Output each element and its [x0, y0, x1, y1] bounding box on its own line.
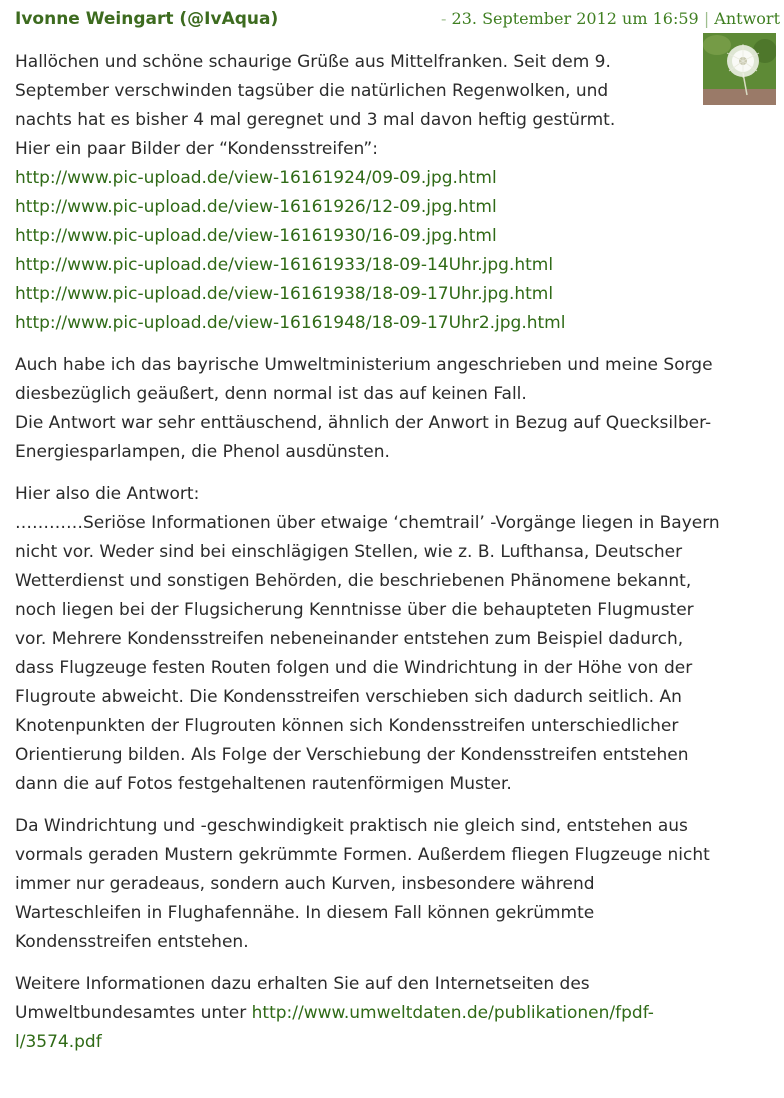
wind-paragraph	[15, 812, 781, 957]
text-line: vor. Mehrere Kondensstreifen nebeneinander entstehen zum Beispiel dadurch,	[15, 629, 684, 649]
reply-link[interactable]: Antwort	[714, 9, 780, 28]
comment-meta	[441, 6, 780, 32]
comment-header	[15, 6, 780, 32]
text-line: Orientierung bilden. Als Folge der Verschiebung der Kondensstreifen entstehen	[15, 745, 689, 765]
text-line: Energiesparlampen, die Phenol ausdünsten.	[15, 442, 390, 462]
image-link[interactable]: http://www.pic-upload.de/view-16161933/18-09-14Uhr.jpg.html	[15, 255, 554, 275]
text-line: Die Antwort war sehr enttäuschend, ähnlich der Anwort in Bezug auf Quecksilber-	[15, 413, 712, 433]
text-line: Kondensstreifen entstehen.	[15, 932, 249, 952]
text-line: noch liegen bei der Flugsicherung Kenntnisse über die behaupteten Flugmuster	[15, 600, 694, 620]
comment-body	[15, 48, 781, 1070]
intro-line: Hier ein paar Bilder der “Kondensstreifen”:	[15, 139, 378, 159]
meta-separator: |	[698, 9, 715, 28]
umweltdaten-link-continued[interactable]: l/3574.pdf	[15, 1032, 102, 1052]
date-prefix: -	[441, 9, 452, 28]
text-line: vormals geraden Mustern gekrümmte Formen. Außerdem fliegen Flugzeuge nicht	[15, 845, 710, 865]
text-line: Knotenpunkten der Flugrouten können sich Kondensstreifen unterschiedlicher	[15, 716, 679, 736]
text-line: Weitere Informationen dazu erhalten Sie auf den Internetseiten des	[15, 974, 590, 994]
comment-date[interactable]: 23. September 2012 um 16:59	[451, 9, 699, 28]
text-line-with-link	[15, 999, 781, 1028]
further-info-paragraph	[15, 970, 781, 1057]
text-line: dann die auf Fotos festgehaltenen rautenförmigen Muster.	[15, 774, 512, 794]
text-line: immer nur geradeaus, sondern auch Kurven, insbesondere während	[15, 874, 595, 894]
text-line: Flugroute abweicht. Die Kondensstreifen verschieben sich dadurch seitlich. An	[15, 687, 682, 707]
intro-paragraph	[15, 48, 781, 338]
text-line: …………Seriöse Informationen über etwaige ‘chemtrail’ -Vorgänge liegen in Bayern	[15, 513, 720, 533]
intro-line: nachts hat es bisher 4 mal geregnet und 3 mal davon heftig gestürmt.	[15, 110, 616, 130]
image-link[interactable]: http://www.pic-upload.de/view-16161948/18-09-17Uhr2.jpg.html	[15, 313, 566, 333]
image-link[interactable]: http://www.pic-upload.de/view-16161930/16-09.jpg.html	[15, 226, 497, 246]
image-link[interactable]: http://www.pic-upload.de/view-16161938/18-09-17Uhr.jpg.html	[15, 284, 554, 304]
text-fragment: Umweltbundesamtes unter	[15, 1003, 252, 1023]
intro-line: September verschwinden tagsüber die natürlichen Regenwolken, und	[15, 81, 609, 101]
text-line: dass Flugzeuge festen Routen folgen und die Windrichtung in der Höhe von der	[15, 658, 693, 678]
text-line: Hier also die Antwort:	[15, 484, 200, 504]
image-link[interactable]: http://www.pic-upload.de/view-16161926/12-09.jpg.html	[15, 197, 497, 217]
text-line: Auch habe ich das bayrische Umweltministerium angeschrieben und meine Sorge	[15, 355, 713, 375]
text-line: Warteschleifen in Flughafennähe. In diesem Fall können gekrümmte	[15, 903, 595, 923]
intro-line: Hallöchen und schöne schaurige Grüße aus Mittelfranken. Seit dem 9.	[15, 52, 611, 72]
comment-author[interactable]: Ivonne Weingart (@IvAqua)	[15, 9, 279, 29]
ministry-paragraph	[15, 351, 781, 467]
answer-paragraph	[15, 480, 781, 799]
text-line: Wetterdienst und sonstigen Behörden, die beschriebenen Phänomene bekannt,	[15, 571, 692, 591]
text-line: diesbezüglich geäußert, denn normal ist das auf keinen Fall.	[15, 384, 527, 404]
umweltdaten-link[interactable]: http://www.umweltdaten.de/publikationen/fpdf-	[251, 1003, 654, 1023]
text-line: nicht vor. Weder sind bei einschlägigen Stellen, wie z. B. Lufthansa, Deutscher	[15, 542, 683, 562]
image-link[interactable]: http://www.pic-upload.de/view-16161924/09-09.jpg.html	[15, 168, 497, 188]
text-line: Da Windrichtung und -geschwindigkeit praktisch nie gleich sind, entstehen aus	[15, 816, 688, 836]
